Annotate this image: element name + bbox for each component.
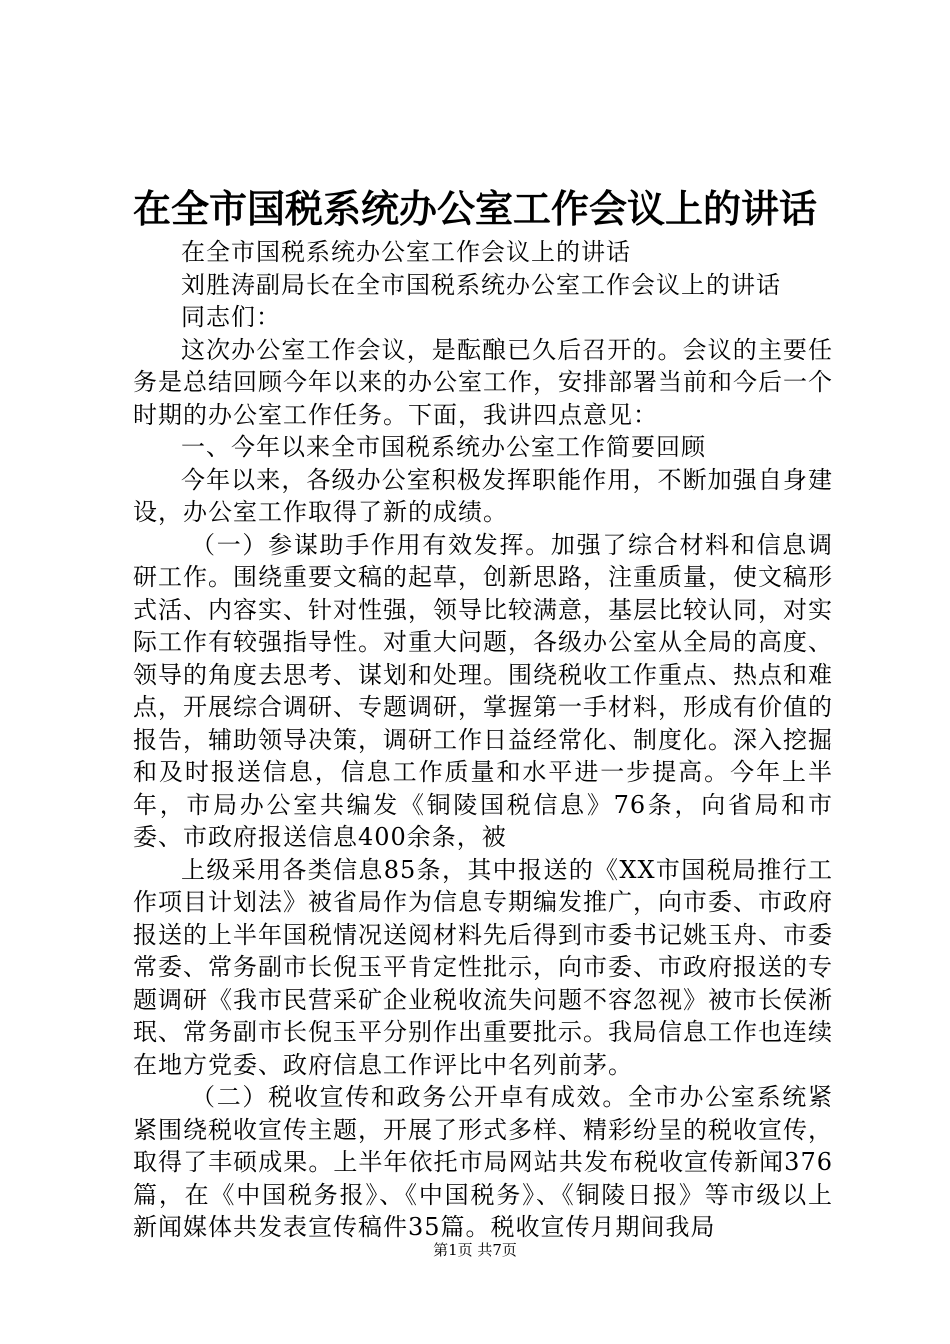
paragraph-subsection-1: （一）参谋助手作用有效发挥。加强了综合材料和信息调研工作。围绕重要文稿的起草，创新思路，注重质量，使文稿形式活、内容实、针对性强，领导比较满意，基层比较认同，对实际工作有较强指导性。对重大问题，各级办公室从全局的高度、领导的角度去思考、谋划和处理。围绕税收工作重点、热点和难点，开展综合调研、专题调研，掌握第一手材料，形成有价值的报告，辅助领导决策，调研工作日益经常化、制度化。深入挖掘和及时报送信息，信息工作质量和水平进一步提高。今年上半年，市局办公室共编发《铜陵国税信息》76条，向省局和市委、市政府报送信息400余条，被 bbox=[133, 530, 833, 851]
document-title: 在全市国税系统办公室工作会议上的讲话 bbox=[132, 186, 817, 231]
paragraph-continuation: 上级采用各类信息85条，其中报送的《XX市国税局推行工作项目计划法》被省局作为信息专期编发推广，向市委、市政府报送的上半年国税情况送阅材料先后得到市委书记姚玉舟、市委常委、常务副市长倪玉平肯定性批示，向市委、市政府报送的专题调研《我市民营采矿企业税收流失问题不容忽视》被市长侯淅珉、常务副市长倪玉平分别作出重要批示。我局信息工作也连续在地方党委、政府信息工作评比中名列前茅。 bbox=[133, 855, 833, 1079]
paragraph-speaker: 刘胜涛副局长在全市国税系统办公室工作会议上的讲话 bbox=[181, 270, 781, 299]
section-heading-1: 一、今年以来全市国税系统办公室工作简要回顾 bbox=[181, 433, 706, 461]
paragraph-summary: 今年以来，各级办公室积极发挥职能作用，不断加强自身建设，办公室工作取得了新的成绩。 bbox=[133, 465, 833, 526]
document-body bbox=[133, 236, 833, 1244]
paragraph-subsection-2: （二）税收宣传和政务公开卓有成效。全市办公室系统紧紧围绕税收宣传主题，开展了形式多样、精彩纷呈的税收宣传，取得了丰硕成果。上半年依托市局网站共发布税收宣传新闻376篇，在《中国税务报》、《中国税务》、《铜陵日报》等市级以上新闻媒体共发表宣传稿件35篇。税收宣传月期间我局 bbox=[133, 1083, 833, 1241]
paragraph-salutation: 同志们： bbox=[181, 303, 281, 331]
page-footer: 第1页 共7页 bbox=[433, 1241, 517, 1259]
paragraph-repeat-title: 在全市国税系统办公室工作会议上的讲话 bbox=[181, 238, 631, 266]
paragraph-intro: 这次办公室工作会议，是酝酿已久后召开的。会议的主要任务是总结回顾今年以来的办公室工作，安排部署当前和今后一个时期的办公室工作任务。下面，我讲四点意见： bbox=[133, 335, 833, 429]
